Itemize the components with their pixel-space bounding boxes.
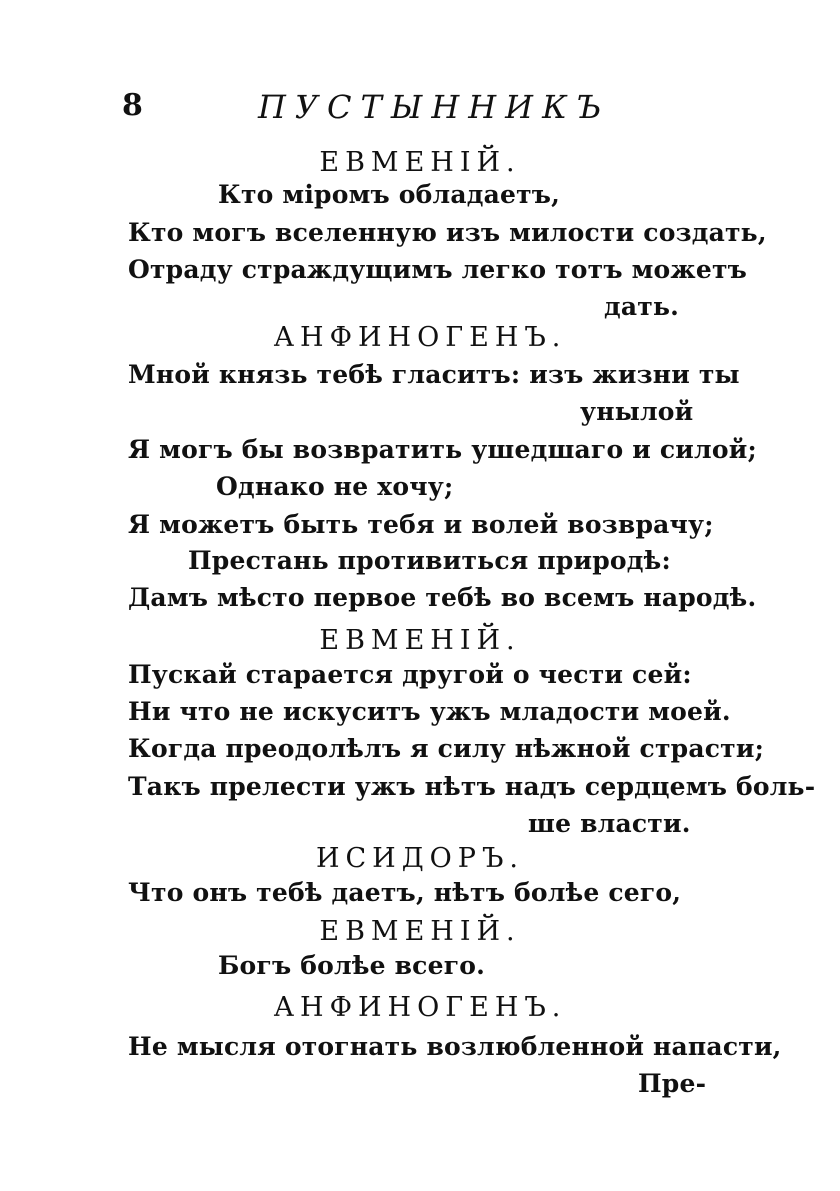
verse-line: Мной князь тебѣ гласитъ: изъ жизни ты: [128, 360, 740, 389]
verse-line: Когда преодолѣлъ я силу нѣжной страсти;: [128, 734, 764, 763]
speaker-name: АНФИНОГЕНЪ.: [273, 322, 567, 353]
speaker-name: ЕВМЕНІЙ.: [319, 625, 521, 656]
verse-line: Я можетъ быть тебя и волей возврачу;: [128, 510, 714, 539]
speaker-name: ИСИДОРЪ.: [315, 843, 525, 874]
speaker-name: ЕВМЕНІЙ.: [319, 147, 521, 178]
verse-line: ше власти.: [528, 809, 691, 838]
verse-line: Пускай старается другой о чести сей:: [128, 660, 692, 689]
verse-line: Не мысля отогнать возлюбленной напасти,: [128, 1032, 782, 1061]
verse-line: Кто міромъ обладаетъ,: [218, 180, 561, 209]
running-title: ПУСТЫННИКЪ: [258, 88, 611, 126]
verse-line: Что онъ тебѣ даетъ, нѣтъ болѣе сего,: [128, 878, 682, 907]
catchword: Пре-: [638, 1069, 707, 1098]
verse-line: дать.: [604, 292, 680, 321]
verse-line: Престань противиться природѣ:: [188, 546, 671, 575]
page-number: 8: [122, 88, 143, 123]
verse-line: Дамъ мѣсто первое тебѣ во всемъ народѣ.: [128, 583, 757, 612]
speaker-name: ЕВМЕНІЙ.: [319, 916, 521, 947]
verse-line: Я могъ бы возвратить ушедшаго и силой;: [128, 435, 757, 464]
verse-line: Ни что не искуситъ ужъ младости моей.: [128, 697, 731, 726]
verse-line: Богъ болѣе всего.: [218, 951, 485, 980]
verse-line: Такъ прелести ужъ нѣтъ надъ сердцемъ боль-: [128, 772, 816, 801]
verse-line: Отраду страждущимъ легко тотъ можетъ: [128, 255, 748, 284]
verse-line: унылой: [580, 397, 694, 426]
verse-line: Однако не хочу;: [216, 472, 454, 501]
verse-line: Кто могъ вселенную изъ милости создать,: [128, 218, 767, 247]
speaker-name: АНФИНОГЕНЪ.: [273, 992, 567, 1023]
